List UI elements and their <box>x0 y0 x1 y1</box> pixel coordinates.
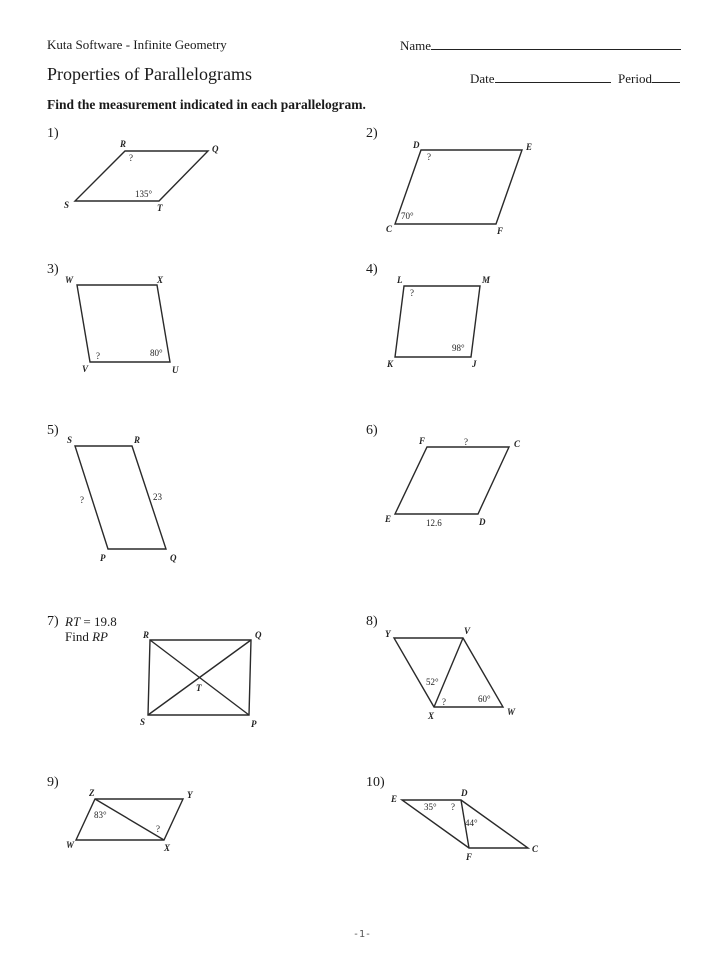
problem-10-number: 10) <box>366 775 385 790</box>
vertex-x: X <box>157 275 164 285</box>
given-angle-label: 135° <box>135 189 153 199</box>
name-label: Name <box>400 38 432 53</box>
problem-3-number: 3) <box>47 262 59 277</box>
problem-2-number: 2) <box>366 126 378 141</box>
vertex-f: F <box>419 436 426 446</box>
problem-8-number: 8) <box>366 614 378 629</box>
vertex-v: V <box>82 364 89 374</box>
given-angle-1-label: 52° <box>426 677 439 687</box>
unknown-angle-label: ? <box>129 153 133 163</box>
given-value: = 19.8 <box>80 614 117 629</box>
vertex-d: D <box>461 788 468 798</box>
unknown-side-label: ? <box>464 437 468 447</box>
given-angle-label: 83° <box>94 810 107 820</box>
vertex-q: Q <box>255 630 262 640</box>
given-angle-2-label: 60° <box>478 694 491 704</box>
vertex-j: J <box>472 359 477 369</box>
vertex-v: V <box>464 626 471 636</box>
vertex-r: R <box>134 435 141 445</box>
vertex-u: U <box>172 365 179 375</box>
vertex-s: S <box>140 717 146 727</box>
vertex-p: P <box>100 553 106 563</box>
vertex-r: R <box>120 139 127 149</box>
problem-5-number: 5) <box>47 423 59 438</box>
find-label: Find <box>65 629 93 644</box>
vertex-d: D <box>413 140 420 150</box>
unknown-angle-label: ? <box>96 351 100 361</box>
unknown-angle-label: ? <box>156 824 160 834</box>
vertex-w: W <box>66 840 75 850</box>
problem-7-number: 7) <box>47 614 59 629</box>
vertex-m: M <box>482 275 491 285</box>
vertex-f: F <box>466 852 473 862</box>
vertex-x: X <box>164 843 171 853</box>
vertex-w: W <box>65 275 74 285</box>
vertex-s: S <box>64 200 70 210</box>
vertex-e: E <box>385 514 392 524</box>
vertex-e: E <box>391 794 398 804</box>
vertex-e: E <box>526 142 533 152</box>
vertex-q: Q <box>212 144 219 154</box>
given-segment: RT <box>65 614 81 629</box>
vertex-c: C <box>514 439 521 449</box>
given-angle-label: 70° <box>401 211 414 221</box>
unknown-angle-label: ? <box>410 288 414 298</box>
publisher-label: Kuta Software - Infinite Geometry <box>47 37 227 52</box>
vertex-p: P <box>251 719 257 729</box>
vertex-c: C <box>386 224 393 234</box>
problem-9-number: 9) <box>47 775 59 790</box>
target-segment: RP <box>92 629 108 644</box>
problem-4-number: 4) <box>366 262 378 277</box>
unknown-side-label: ? <box>80 495 84 505</box>
vertex-l: L <box>397 275 403 285</box>
vertex-s: S <box>67 435 73 445</box>
vertex-t: T <box>196 683 202 693</box>
given-side-label: 23 <box>153 492 162 502</box>
vertex-k: K <box>387 359 394 369</box>
unknown-angle-label: ? <box>451 802 455 812</box>
unknown-angle-label: ? <box>442 697 446 707</box>
vertex-f: F <box>497 226 504 236</box>
period-label: Period <box>618 71 652 86</box>
vertex-q: Q <box>170 553 177 563</box>
vertex-y: Y <box>385 629 391 639</box>
vertex-t: T <box>157 203 163 213</box>
vertex-x: X <box>428 711 435 721</box>
vertex-d: D <box>479 517 486 527</box>
given-side-label: 12.6 <box>426 518 442 528</box>
unknown-angle-label: ? <box>427 152 431 162</box>
problem-6-number: 6) <box>366 423 378 438</box>
vertex-y: Y <box>187 790 193 800</box>
worksheet-title: Properties of Parallelograms <box>47 64 252 84</box>
page-number: -1- <box>353 929 372 940</box>
date-label: Date <box>470 71 495 86</box>
vertex-z: Z <box>89 788 95 798</box>
vertex-c: C <box>532 844 539 854</box>
vertex-r: R <box>143 630 150 640</box>
given-angle-label: 98° <box>452 343 465 353</box>
vertex-w: W <box>507 707 516 717</box>
problem-1-number: 1) <box>47 126 59 141</box>
given-angle-2-label: 44° <box>465 818 478 828</box>
given-angle-1-label: 35° <box>424 802 437 812</box>
instructions: Find the measurement indicated in each parallelogram. <box>47 97 366 112</box>
given-angle-label: 80° <box>150 348 163 358</box>
